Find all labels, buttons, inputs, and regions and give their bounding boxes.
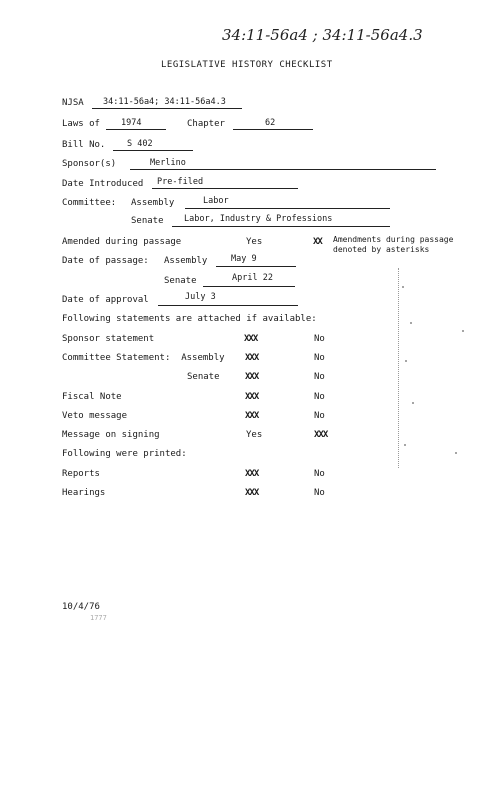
date-introduced-label: Date Introduced	[62, 179, 144, 189]
printed-yes: XXX	[245, 469, 259, 479]
scan-speck	[412, 402, 414, 404]
committee-senate-value: Labor, Industry & Professions	[184, 214, 333, 224]
printed-yes: XXX	[245, 488, 259, 498]
attached-label: Veto message	[62, 411, 128, 421]
attached-yes: XXX	[245, 353, 259, 363]
attached-no: XXX	[314, 430, 328, 440]
scan-speck	[402, 286, 404, 288]
amended-note: Amendments during passage denoted by asterisks	[333, 235, 454, 254]
attached-no: No	[314, 353, 325, 363]
scan-speck	[404, 444, 406, 446]
attached-no: No	[314, 372, 325, 382]
faded-stamp-area	[398, 268, 477, 468]
date-approval-label: Date of approval	[62, 295, 149, 305]
passage-assembly-value: May 9	[231, 254, 257, 264]
attached-label: Senate	[187, 372, 220, 382]
amended-no-struck: XX	[313, 237, 322, 247]
scan-speck	[405, 360, 407, 362]
committee-assembly-value: Labor	[203, 196, 229, 206]
attached-yes: XXX	[245, 411, 259, 421]
printed-heading: Following were printed:	[62, 449, 187, 459]
printed-label: Hearings	[62, 488, 106, 498]
bill-no-value: S 402	[127, 139, 153, 149]
sponsor-label: Sponsor(s)	[62, 159, 117, 169]
chapter-value: 62	[265, 118, 276, 128]
laws-of-label: Laws of	[62, 119, 100, 129]
sponsor-value: Merlino	[150, 158, 186, 168]
njsa-value: 34:11-56a4; 34:11-56a4.3	[103, 97, 226, 107]
chapter-label: Chapter	[187, 119, 225, 129]
bill-no-label: Bill No.	[62, 140, 106, 150]
attached-yes: XXX	[245, 372, 259, 382]
printed-no: No	[314, 488, 325, 498]
amended-yes: Yes	[246, 237, 263, 247]
njsa-label: NJSA	[62, 98, 84, 108]
date-passage-label: Date of passage:	[62, 256, 149, 266]
laws-of-value: 1974	[121, 118, 142, 128]
attached-yes: XXX	[244, 334, 258, 344]
attached-no: No	[314, 334, 325, 344]
committee-assembly-label: Assembly	[131, 198, 175, 208]
committee-senate-label: Senate	[131, 216, 164, 226]
scan-speck	[455, 452, 457, 454]
attached-label: Fiscal Note	[62, 392, 122, 402]
passage-senate-value: April 22	[232, 273, 273, 283]
amended-label: Amended during passage	[62, 237, 182, 247]
committee-label: Committee:	[62, 198, 117, 208]
attached-heading: Following statements are attached if available:	[62, 314, 317, 324]
handwritten-statute-header: 34:11-56a4 ; 34:11-56a4.3	[222, 26, 423, 44]
attached-no: No	[314, 392, 325, 402]
attached-yes: Yes	[246, 430, 263, 440]
attached-label: Message on signing	[62, 430, 160, 440]
date-approval-value: July 3	[185, 292, 216, 302]
printed-label: Reports	[62, 469, 100, 479]
date-approval-line	[158, 294, 298, 306]
attached-label: Committee Statement: Assembly	[62, 353, 225, 363]
passage-assembly-label: Assembly	[164, 256, 208, 266]
page-title: LEGISLATIVE HISTORY CHECKLIST	[161, 60, 333, 70]
printed-no: No	[314, 469, 325, 479]
attached-yes: XXX	[245, 392, 259, 402]
bill-no-line	[113, 139, 193, 151]
passage-senate-label: Senate	[164, 276, 197, 286]
footer-date: 10/4/76	[62, 602, 100, 612]
date-introduced-value: Pre-filed	[157, 177, 204, 187]
attached-no: No	[314, 411, 325, 421]
footer-smudge-text: 1777	[90, 614, 107, 622]
attached-label: Sponsor statement	[62, 334, 155, 344]
scan-speck	[462, 330, 464, 332]
scan-speck	[410, 322, 412, 324]
